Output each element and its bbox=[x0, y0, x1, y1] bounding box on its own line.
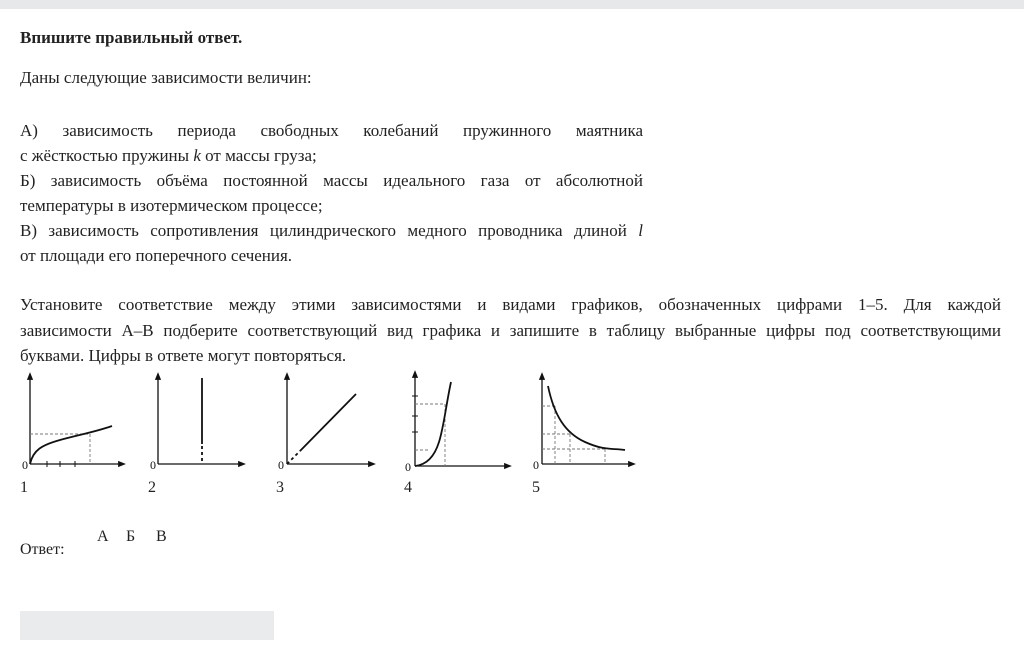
graph-3-origin: 0 bbox=[278, 458, 284, 472]
answer-table bbox=[20, 526, 320, 576]
graph-5 bbox=[533, 376, 632, 472]
graph-5-origin: 0 bbox=[533, 458, 539, 472]
dependency-a-text: с жёсткостью пружины bbox=[20, 146, 194, 165]
graph-4-origin: 0 bbox=[405, 460, 411, 474]
graph-5-curve bbox=[548, 386, 625, 450]
variable-k: k bbox=[193, 146, 201, 165]
graph-1-curve bbox=[30, 426, 112, 464]
graph-label-5: 5 bbox=[532, 479, 540, 496]
graph-1 bbox=[22, 376, 122, 472]
task-instruction: Впишите правильный ответ. bbox=[20, 28, 243, 47]
graph-label-4: 4 bbox=[404, 479, 412, 496]
graphs-svg bbox=[20, 370, 660, 480]
dependency-b-line-2: температуры в изотермическом процессе; bbox=[20, 196, 323, 215]
graph-2-origin: 0 bbox=[150, 458, 156, 472]
graphs-row bbox=[20, 370, 660, 500]
question-line-1: Установите соответствие между этими зависимостями и видами графиков, обозначенных цифрами 1–5. Для каждой bbox=[20, 295, 1001, 314]
top-bar bbox=[0, 0, 1024, 9]
question-line-2: зависимости А–В подберите соответствующий вид графика и запишите в таблицу выбранные цифры под соответствующими bbox=[20, 320, 1001, 340]
question-text bbox=[20, 292, 1001, 369]
graph-4 bbox=[405, 374, 508, 474]
dependency-a-line-1: А) зависимость периода свободных колебаний пружинного маятника bbox=[20, 121, 643, 140]
graph-1-origin: 0 bbox=[22, 458, 28, 472]
graph-2 bbox=[150, 376, 242, 472]
dependency-c-text: В) зависимость сопротивления цилиндрического медного проводника длиной bbox=[20, 221, 639, 240]
graph-label-1: 1 bbox=[20, 479, 28, 496]
variable-l: l bbox=[638, 221, 643, 240]
dependency-a-text-end: от массы груза; bbox=[200, 146, 317, 165]
graph-3 bbox=[278, 376, 372, 472]
graph-label-2: 2 bbox=[148, 479, 156, 496]
answer-input[interactable] bbox=[20, 611, 274, 640]
dependency-c-line-1 bbox=[20, 218, 643, 243]
task-intro: Даны следующие зависимости величин: bbox=[20, 68, 312, 87]
dependency-a-line-2 bbox=[20, 143, 643, 168]
dependency-b-line-1: Б) зависимость объёма постоянной массы идеального газа от абсолютной bbox=[20, 171, 643, 190]
answer-column-b: Б bbox=[126, 528, 136, 545]
answer-column-c: В bbox=[156, 528, 167, 545]
answer-column-a: А bbox=[97, 528, 109, 545]
graph-4-curve bbox=[415, 382, 451, 466]
graph-3-line bbox=[300, 394, 356, 451]
question-line-3: буквами. Цифры в ответе могут повторяться. bbox=[20, 346, 347, 365]
dependency-c-line-2: от площади его поперечного сечения. bbox=[20, 246, 293, 265]
dependencies-list bbox=[20, 118, 643, 268]
graph-3-line-dashed bbox=[287, 451, 300, 464]
graph-label-3: 3 bbox=[276, 479, 284, 496]
answer-label: Ответ: bbox=[20, 541, 65, 558]
